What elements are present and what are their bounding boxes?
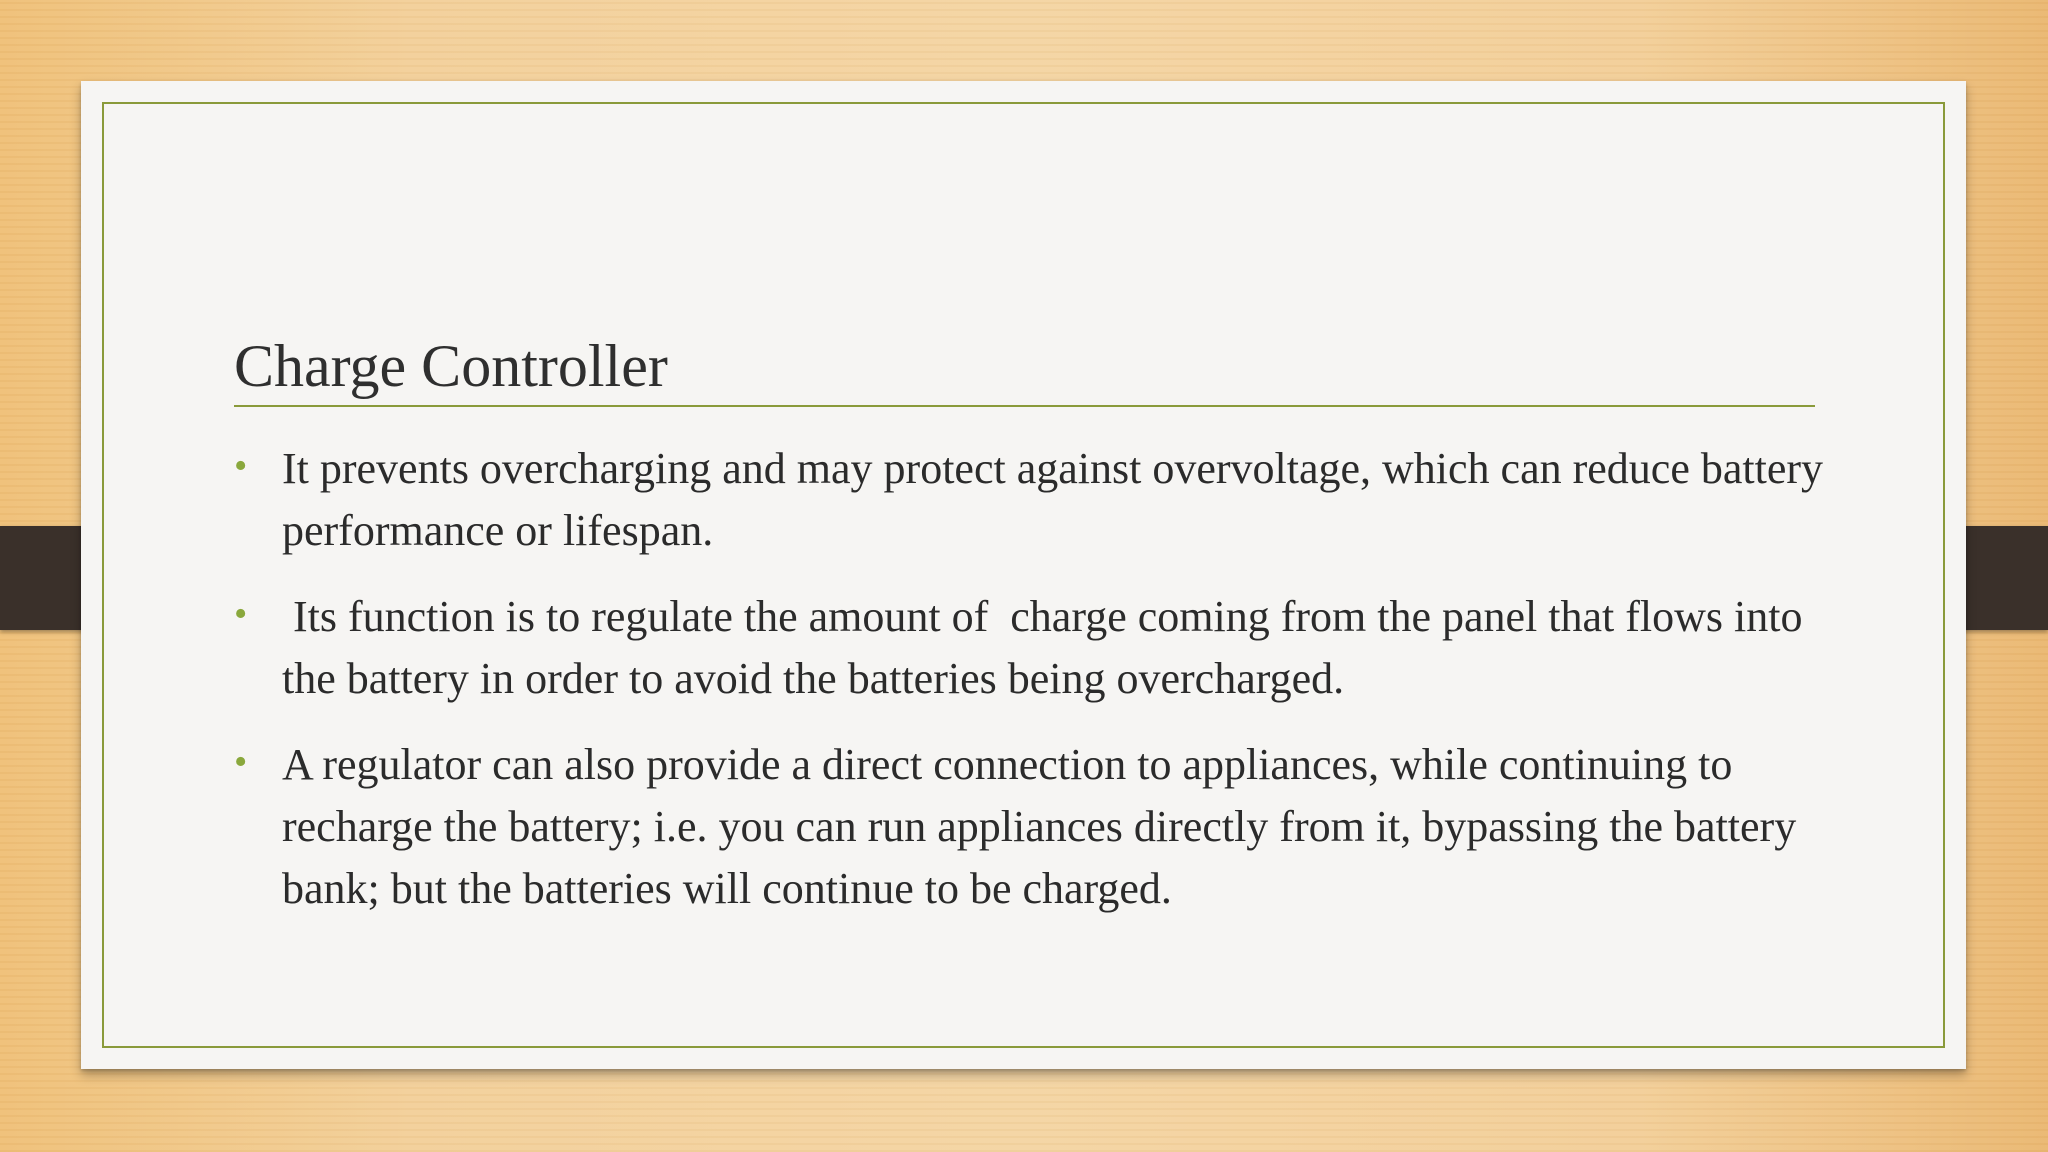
bullet-text: A regulator can also provide a direct connection to appliances, while continuing to recharge the battery; i.e. you can run appliances directly from it, bypassing the battery bank; but the batteries will continue to be charged. <box>282 740 1808 913</box>
bullet-text: It prevents overcharging and may protect against overvoltage, which can reduce battery performance or lifespan. <box>282 444 1835 555</box>
bullet-list <box>234 438 1834 944</box>
bullet-dot-icon: • <box>234 445 248 487</box>
slide-title: Charge Controller <box>234 333 668 399</box>
bullet-item <box>234 586 1834 710</box>
bullet-text: Its function is to regulate the amount of charge coming from the panel that flows into the battery in order to avoid the batteries being overcharged. <box>282 592 1814 703</box>
bullet-dot-icon: • <box>234 741 248 783</box>
bullet-dot-icon: • <box>234 593 248 635</box>
title-underline <box>234 405 1815 407</box>
bullet-item <box>234 734 1834 920</box>
slide <box>81 81 1966 1069</box>
bullet-item <box>234 438 1834 562</box>
